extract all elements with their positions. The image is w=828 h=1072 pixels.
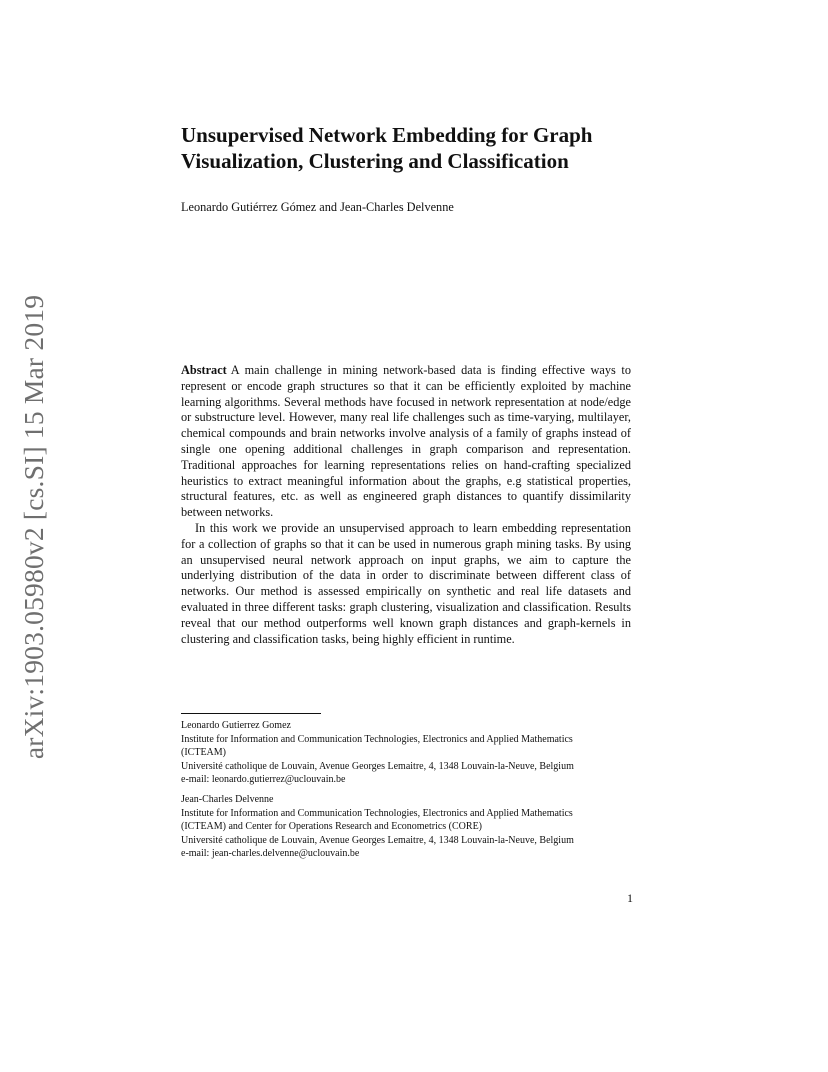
author-footnote: [181, 793, 641, 861]
arxiv-side-stamp: [14, 296, 54, 758]
abstract-paragraph: [181, 363, 631, 521]
footnote-institute: Institute for Information and Communication Technologies, Electronics and Applied Mathematics: [181, 807, 573, 819]
abstract-paragraph: In this work we provide an unsupervised approach to learn embedding representation for a collection of graphs so that it can be used in numerous graph mining tasks. By using an unsupervised neural network approach on input graphs, we aim to capture the underlying distribution of the data in order to discriminate between different class of networks. Our method is assessed empirically on synthetic and real life datasets and evaluated in three different tasks: graph clustering, visualization and classification. Results reveal that our method outperforms well known graph distances and graph-kernels in clustering and classification tasks, being highly efficient in runtime.: [181, 520, 631, 646]
footnote-author-name: Leonardo Gutierrez Gomez: [181, 720, 291, 731]
footnote-affiliation: (ICTEAM) and Center for Operations Research and Econometrics (CORE): [181, 821, 483, 833]
footnote-email: e-mail: leonardo.gutierrez@uclouvain.be: [181, 774, 346, 786]
footnote-email: e-mail: jean-charles.delvenne@uclouvain.be: [181, 848, 360, 860]
footnote-university: Université catholique de Louvain, Avenue Georges Lemaitre, 4, 1348 Louvain-la-Neuve, Belgium: [181, 760, 574, 772]
footnote-institute: Institute for Information and Communication Technologies, Electronics and Applied Mathematics: [181, 733, 573, 745]
footnote-affiliation: (ICTEAM): [181, 747, 226, 759]
abstract-paragraph-text: A main challenge in mining network-based data is finding effective ways to represent or encode graph structures so that it can be efficiently exploited by machine learning algorithms. Several methods have focused in network representation at node/edge or substructure level. However, many real life challenges such as time-varying, multilayer, chemical compounds and brain networks involve analysis of a family of graphs instead of single one opening additional challenges in graph comparison and representation. Traditional approaches for learning representations relies on hand-crafting specialized heuristics to extract meaningful information about the graphs, e.g statistical properties, structural features, etc. as well as engineered graph distances to quantify dissimilarity between networks.: [181, 363, 631, 520]
paper-title: Unsupervised Network Embedding for Graph Visualization, Clustering and Classification: [181, 123, 593, 173]
page-number: 1: [627, 891, 633, 905]
footnote-author-name: Jean-Charles Delvenne: [181, 793, 274, 805]
footnote-divider: [181, 713, 321, 714]
abstract-section: [181, 363, 631, 647]
author-footnote: [181, 719, 641, 787]
author-footnotes: [181, 719, 641, 861]
footnote-university: Université catholique de Louvain, Avenue Georges Lemaitre, 4, 1348 Louvain-la-Neuve, Belgium: [181, 834, 574, 846]
arxiv-identifier: arXiv:1903.05980v2 [cs.SI] 15 Mar 2019: [18, 294, 50, 760]
abstract-label: Abstract: [181, 363, 227, 377]
author-list: Leonardo Gutiérrez Gómez and Jean-Charles Delvenne: [181, 200, 454, 214]
